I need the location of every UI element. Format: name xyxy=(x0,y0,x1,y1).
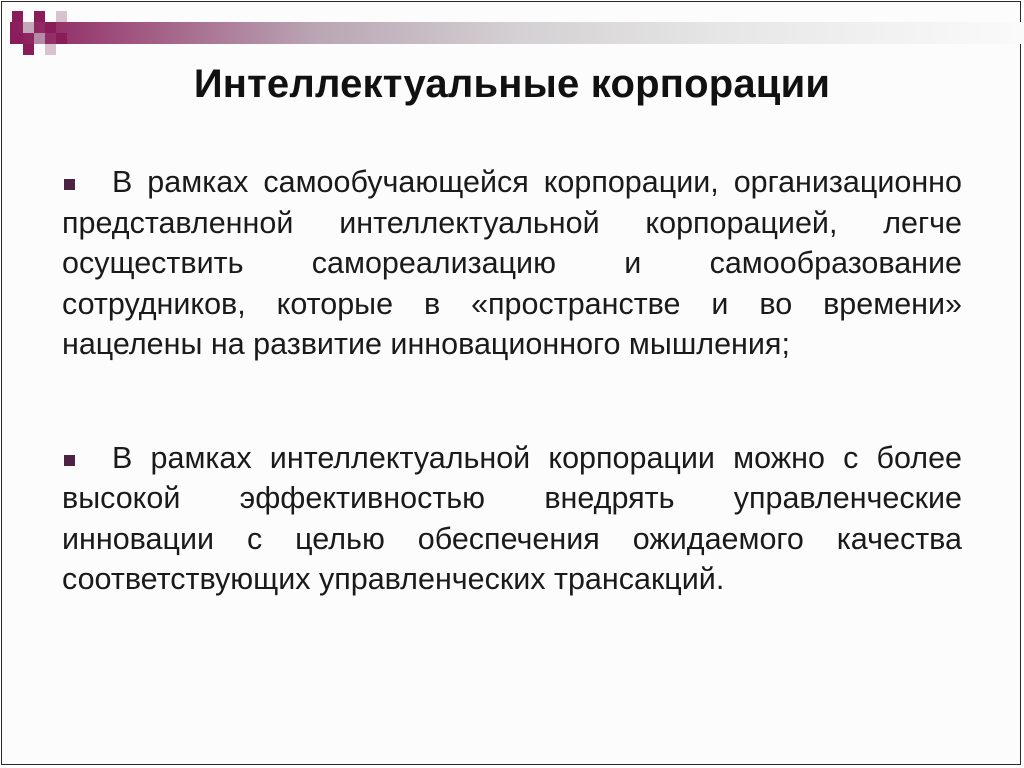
decorative-square xyxy=(34,11,45,22)
square-bullet-icon xyxy=(64,179,75,190)
bullet-text: В рамках самообучающейся корпорации, организационно представленной интеллектуальной корпорацией, легче осуществить самореализацию и самообразование сотрудников, которые в «пространстве и во времени» нацелены на развитие инновационного мышления; xyxy=(62,165,962,361)
decorative-square xyxy=(23,44,34,55)
decorative-square xyxy=(45,22,56,33)
decorative-square xyxy=(12,11,23,22)
decorative-square xyxy=(34,33,45,44)
square-bullet-icon xyxy=(64,455,75,466)
decorative-square xyxy=(56,33,67,44)
decorative-square xyxy=(12,33,23,44)
slide-title: Интеллектуальные корпорации xyxy=(193,62,831,106)
decorative-square xyxy=(23,22,34,33)
bullet-item xyxy=(62,162,962,365)
bullet-item xyxy=(62,438,962,600)
bullet-list xyxy=(62,162,962,600)
bullet-text: В рамках интеллектуальной корпорации можно с более высокой эффективностью внедрять управленческие инновации с целью обеспечения ожидаемого качества соответствующих управленческих трансакций. xyxy=(62,440,962,596)
decorative-square xyxy=(45,44,56,55)
decorative-square xyxy=(56,11,67,22)
decorative-gradient-bar xyxy=(10,22,1024,44)
